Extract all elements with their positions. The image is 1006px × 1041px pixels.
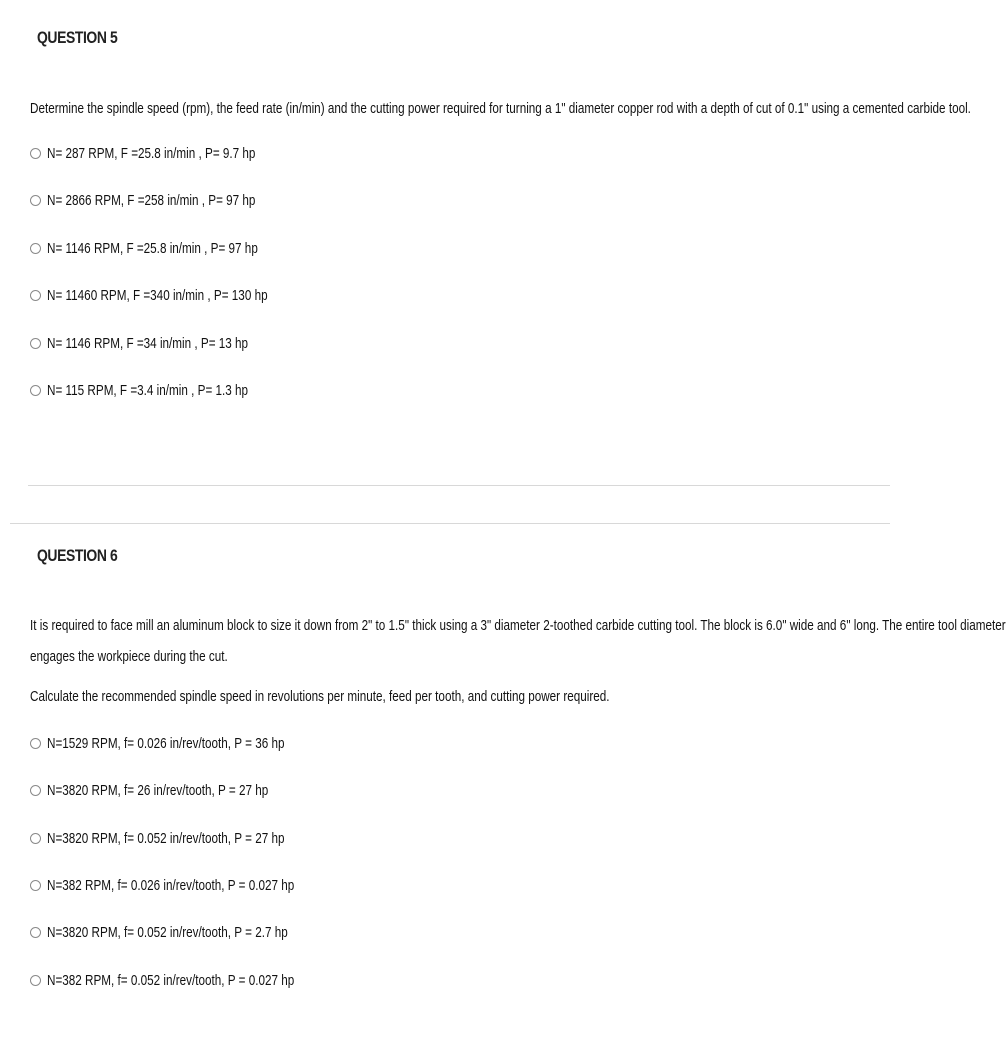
radio-button[interactable] (30, 195, 41, 206)
radio-button[interactable] (30, 338, 41, 349)
question-5-title: QUESTION 5 (37, 28, 118, 47)
question-6-option-1[interactable] (30, 733, 352, 753)
question-6-option-2[interactable] (30, 780, 331, 800)
option-label: N=382 RPM, f= 0.026 in/rev/tooth, P = 0.027 hp (47, 876, 295, 894)
radio-button[interactable] (30, 833, 41, 844)
option-label: N=382 RPM, f= 0.052 in/rev/tooth, P = 0.027 hp (47, 971, 295, 989)
option-label: N=1529 RPM, f= 0.026 in/rev/tooth, P = 36 hp (47, 734, 285, 752)
option-label: N= 1146 RPM, F =34 in/min , P= 13 hp (47, 334, 249, 352)
question-5-option-4[interactable] (30, 285, 330, 305)
question-5-option-3[interactable] (30, 238, 317, 258)
option-label: N= 2866 RPM, F =258 in/min , P= 97 hp (47, 191, 256, 209)
question-5-option-6[interactable] (30, 380, 305, 400)
question-6-option-4[interactable] (30, 875, 364, 895)
option-label: N=3820 RPM, f= 0.052 in/rev/tooth, P = 2.7 hp (47, 923, 288, 941)
radio-button[interactable] (30, 927, 41, 938)
radio-button[interactable] (30, 975, 41, 986)
question-6-prompt-line-1: It is required to face mill an aluminum block to size it down from 2" to 1.5" thick using a 3" diameter 2-toothed carbide cutting tool. The block is 6.0" wide and 6" long. The entire tool diameter (30, 617, 1006, 634)
radio-button[interactable] (30, 785, 41, 796)
radio-button[interactable] (30, 385, 41, 396)
question-6-option-6[interactable] (30, 970, 364, 990)
question-5-option-1[interactable] (30, 143, 314, 163)
question-5-prompt: Determine the spindle speed (rpm), the feed rate (in/min) and the cutting power required for turning a 1" diameter copper rod with a depth of cut of 0.1" using a cemented carbide tool. (30, 100, 971, 117)
question-6-prompt-line-2: engages the workpiece during the cut. (30, 648, 228, 665)
question-divider (28, 485, 890, 486)
radio-button[interactable] (30, 738, 41, 749)
radio-button[interactable] (30, 290, 41, 301)
question-6-title: QUESTION 6 (37, 546, 118, 565)
radio-button[interactable] (30, 243, 41, 254)
option-label: N= 1146 RPM, F =25.8 in/min , P= 97 hp (47, 239, 258, 257)
radio-button[interactable] (30, 880, 41, 891)
question-5-option-5[interactable] (30, 333, 305, 353)
question-6-prompt-line-3: Calculate the recommended spindle speed in revolutions per minute, feed per tooth, and cutting power required. (30, 688, 610, 705)
option-label: N= 11460 RPM, F =340 in/min , P= 130 hp (47, 286, 268, 304)
option-label: N= 115 RPM, F =3.4 in/min , P= 1.3 hp (47, 381, 249, 399)
question-6-option-5[interactable] (30, 922, 356, 942)
option-label: N= 287 RPM, F =25.8 in/min , P= 9.7 hp (47, 144, 256, 162)
option-label: N=3820 RPM, f= 26 in/rev/tooth, P = 27 hp (47, 781, 269, 799)
radio-button[interactable] (30, 148, 41, 159)
question-divider (10, 523, 890, 524)
question-5-option-2[interactable] (30, 190, 314, 210)
question-6-option-3[interactable] (30, 828, 352, 848)
option-label: N=3820 RPM, f= 0.052 in/rev/tooth, P = 27 hp (47, 829, 285, 847)
